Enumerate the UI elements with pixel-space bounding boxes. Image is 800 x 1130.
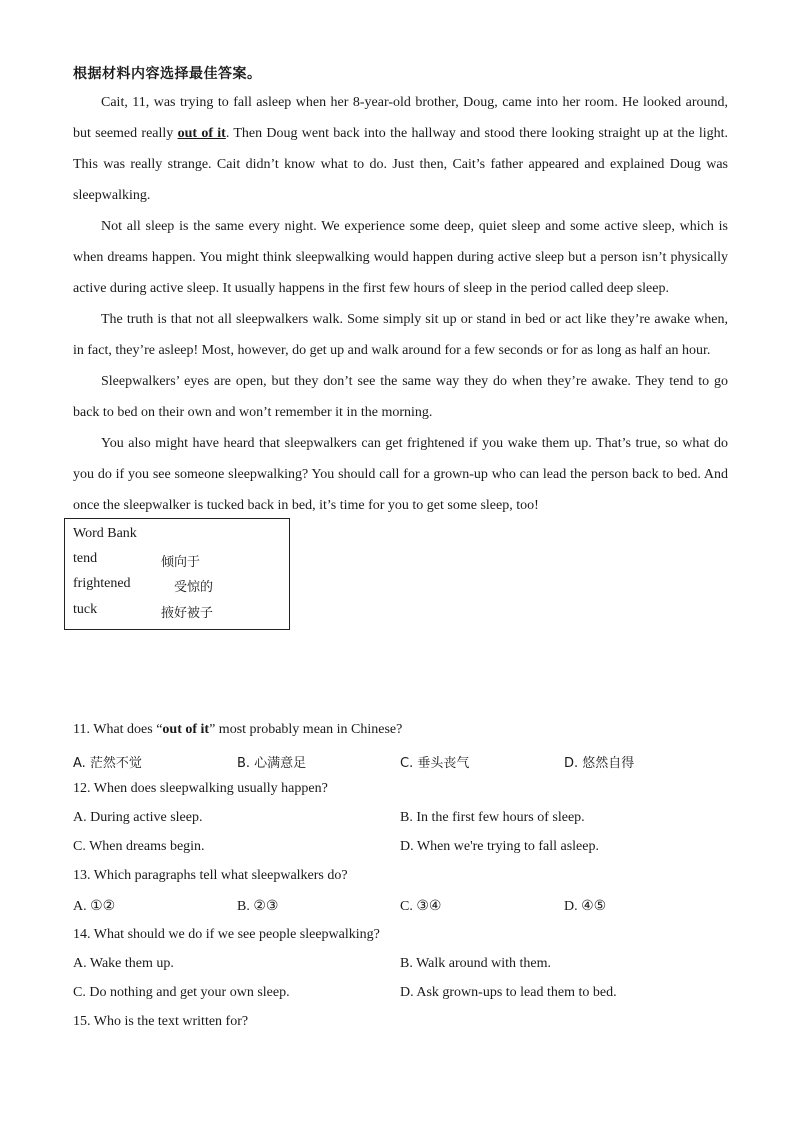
question-11-stem-start: 11. What does “ bbox=[73, 722, 163, 737]
question-13-option-d[interactable]: D. ④⑤ bbox=[564, 899, 607, 914]
question-12-option-a[interactable]: A. During active sleep. bbox=[73, 810, 203, 825]
word-bank-box bbox=[64, 518, 290, 630]
word-bank-term: tend bbox=[73, 551, 98, 566]
question-11-option-d[interactable]: D. 悠然自得 bbox=[564, 756, 635, 771]
word-bank-entry bbox=[73, 576, 283, 596]
question-14-option-c[interactable]: C. Do nothing and get your own sleep. bbox=[73, 985, 290, 1000]
question-11-option-b[interactable]: B. 心满意足 bbox=[237, 756, 307, 771]
question-13-stem: 13. Which paragraphs tell what sleepwalkers do? bbox=[73, 868, 348, 883]
instruction-heading: 根据材料内容选择最佳答案。 bbox=[73, 66, 262, 82]
question-12-option-c[interactable]: C. When dreams begin. bbox=[73, 839, 205, 854]
question-11-bold-phrase: out of it bbox=[162, 722, 210, 737]
paragraph-1 bbox=[73, 87, 728, 211]
word-bank-meaning: 倾向于 bbox=[161, 555, 201, 570]
paragraph-1-text-end: . Then Doug went back into the hallway and stood there looking straight up at the light. This was really strange. Cait didn’t know what to do. Just then, Cait’s father appeared and explained Doug was sleepwalking. bbox=[73, 126, 728, 203]
question-11-stem bbox=[73, 722, 402, 738]
word-bank-term: tuck bbox=[73, 602, 98, 617]
question-13-option-c[interactable]: C. ③④ bbox=[400, 899, 442, 914]
question-11-option-c[interactable]: C. 垂头丧气 bbox=[400, 756, 470, 771]
word-bank-entry bbox=[73, 602, 283, 622]
question-11-stem-end: ” most probably mean in Chinese? bbox=[209, 722, 403, 737]
question-12-option-b[interactable]: B. In the first few hours of sleep. bbox=[400, 810, 585, 825]
question-13-option-b[interactable]: B. ②③ bbox=[237, 899, 279, 914]
question-12-option-d[interactable]: D. When we're trying to fall asleep. bbox=[400, 839, 599, 854]
paragraph-1-text-start: Cait, 11, was trying to fall asleep when her 8-year-old brother, Doug, came into her room. He looked around, but seemed really bbox=[73, 95, 728, 141]
word-bank-entry bbox=[73, 551, 283, 571]
question-14-option-a[interactable]: A. Wake them up. bbox=[73, 956, 174, 971]
paragraph-4: Sleepwalkers’ eyes are open, but they don’t see the same way they do when they’re awake. They tend to go back to bed on their own and won’t remember it in the morning. bbox=[73, 374, 728, 420]
paragraph-3: The truth is that not all sleepwalkers walk. Some simply sit up or stand in bed or act like they’re awake when, in fact, they’re asleep! Most, however, do get up and walk around for a few seconds or for as long as half an hour. bbox=[73, 312, 728, 358]
question-11-option-a[interactable]: A. 茫然不觉 bbox=[73, 756, 142, 771]
paragraph-5: You also might have heard that sleepwalkers can get frightened if you wake them up. That’s true, so what do you do if you see someone sleepwalking? You should call for a grown-up who can lead the person back to bed. And once the sleepwalker is tucked back in bed, it’s time for you to get some sleep, too! bbox=[73, 436, 728, 513]
question-15-stem: 15. Who is the text written for? bbox=[73, 1014, 249, 1029]
question-14-option-b[interactable]: B. Walk around with them. bbox=[400, 956, 552, 971]
paragraph-2: Not all sleep is the same every night. We experience some deep, quiet sleep and some active sleep, which is when dreams happen. You might think sleepwalking would happen during active sleep but a person isn’t physically active during active sleep. It usually happens in the first few hours of sleep in the period called deep sleep. bbox=[73, 219, 728, 296]
question-14-option-d[interactable]: D. Ask grown-ups to lead them to bed. bbox=[400, 985, 617, 1000]
word-bank-meaning: 掖好被子 bbox=[161, 606, 214, 621]
word-bank-title: Word Bank bbox=[73, 526, 137, 541]
word-bank-term: frightened bbox=[73, 576, 131, 591]
reading-passage bbox=[73, 87, 728, 521]
question-12-stem: 12. When does sleepwalking usually happen? bbox=[73, 781, 328, 796]
question-13-option-a[interactable]: A. ①② bbox=[73, 899, 116, 914]
word-bank-meaning: 受惊的 bbox=[174, 580, 214, 595]
highlighted-phrase: out of it bbox=[177, 126, 226, 141]
question-14-stem: 14. What should we do if we see people sleepwalking? bbox=[73, 927, 380, 942]
